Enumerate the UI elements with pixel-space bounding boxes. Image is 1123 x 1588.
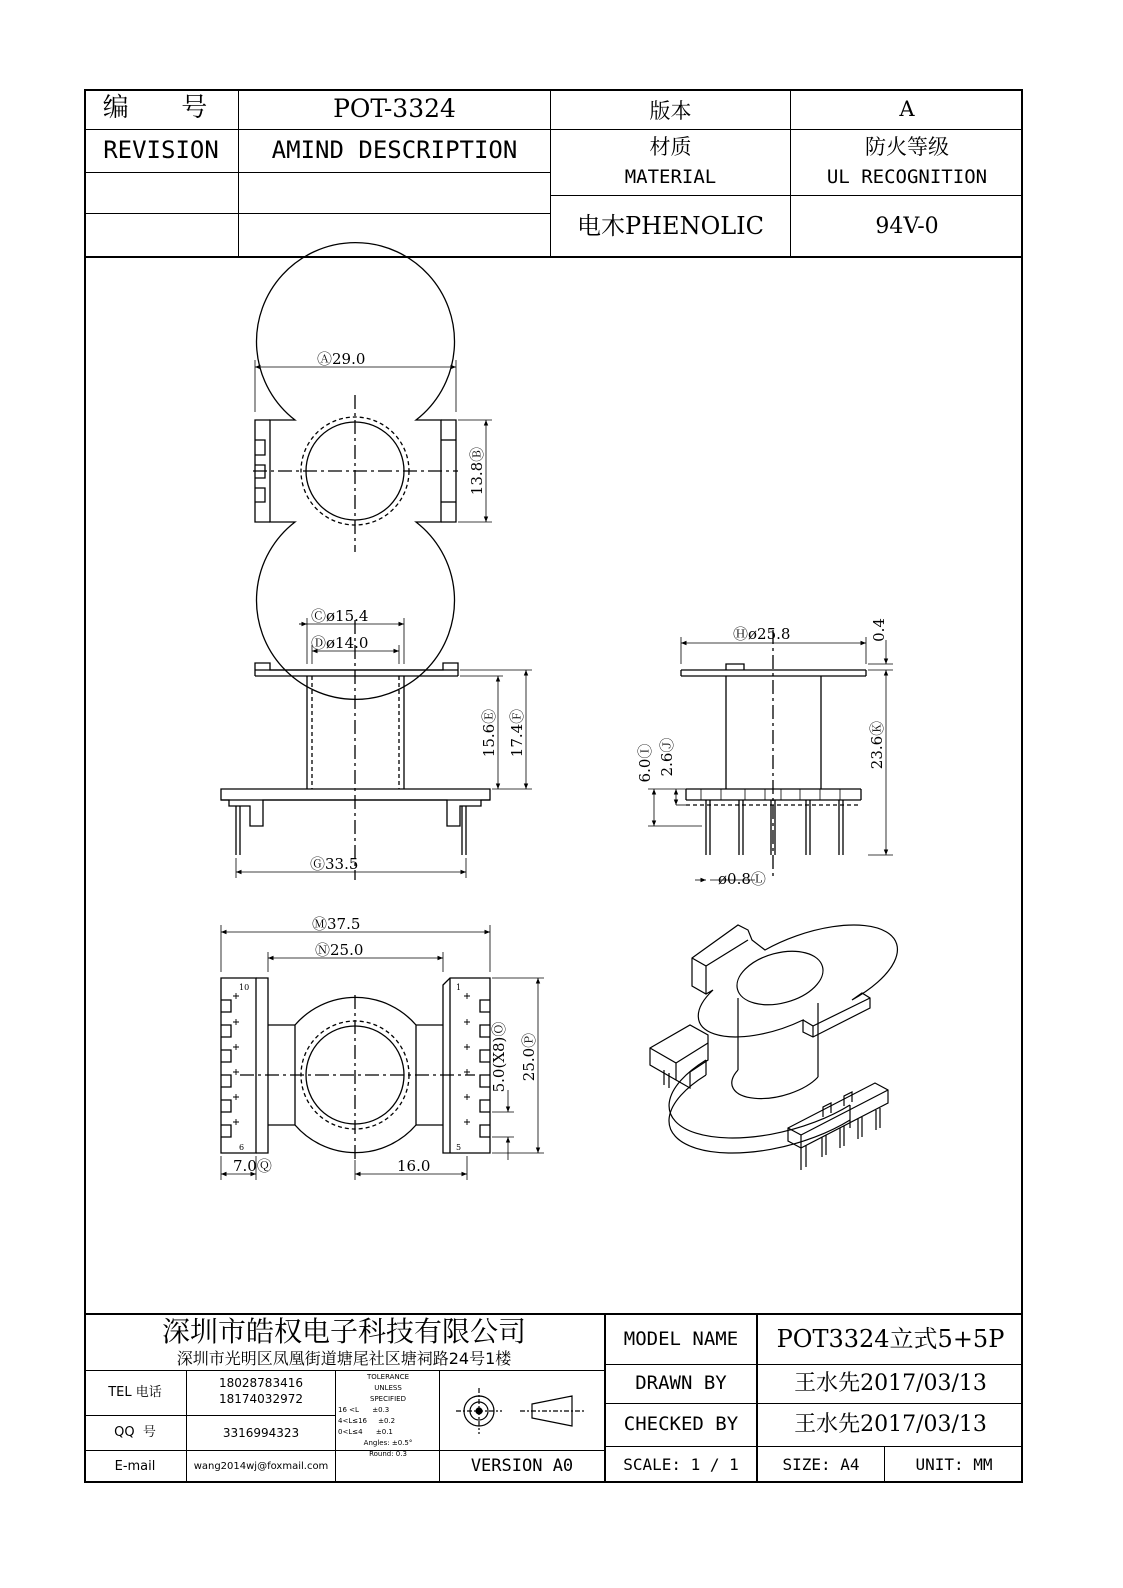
tolerance-notes [338,1372,438,1482]
svg-text:7.0Ⓠ [233,1157,272,1175]
svg-text:6.0Ⓘ [636,744,654,783]
revision-label: REVISION [103,136,219,165]
material-value: 电木PHENOLIC [576,211,765,240]
dim-letter-b: Ⓑ [468,446,486,462]
pin-number-10: 10 [239,983,250,992]
dim-letter-m: Ⓜ [312,915,328,933]
dim-letter-q: Ⓠ [256,1157,272,1175]
tolerance-specified: SPECIFIED [370,1395,406,1403]
scale-label: SCALE: 1 / 1 [623,1454,739,1474]
dim-j-value: 2.6 [658,752,676,777]
dim-a-value: 29.0 [332,350,366,368]
dim-letter-n: Ⓝ [315,941,331,959]
tolerance-range-2: 4<L≤16 ±0.2 [338,1417,396,1425]
svg-text:Ⓝ25.0 [315,941,363,959]
svg-text:23.6Ⓚ [868,721,886,769]
svg-text:Ⓓø14.0 [311,634,368,652]
size-label: SIZE: A4 [782,1454,860,1474]
dim-letter-h: Ⓗ [733,625,749,643]
dim-letter-o: Ⓞ [490,1021,508,1037]
amind-description-label: AMIND DESCRIPTION [271,136,518,165]
tolerance-range-3: 0<L≤4 ±0.1 [338,1428,393,1436]
dim-c-value: ø15.4 [326,607,369,625]
tolerance-range-1: 16 <L ±0.3 [338,1406,390,1414]
material-label-en: MATERIAL [624,166,717,189]
tel-label: TEL 电话 [108,1385,162,1401]
pin-number-1: 1 [456,983,462,992]
svg-text:13.8Ⓑ [468,447,486,495]
tolerance-round: Round: 0.3 [369,1450,407,1458]
unit-label: UNIT: MM [915,1454,993,1474]
email-value: wang2014wj@foxmail.com [193,1460,329,1472]
dim-letter-i: Ⓘ [636,743,654,759]
dim-g-value: 33.5 [325,855,359,873]
drawn-by-label: DRAWN BY [635,1372,727,1395]
svg-text:ø0.8Ⓛ [718,870,766,888]
dim-i-value: 6.0 [636,758,654,783]
number-label: 编 号 [102,93,220,124]
tolerance-unless: UNLESS [374,1384,402,1392]
dim-letter-g: Ⓖ [310,855,326,873]
dim-e-value: 15.6 [480,723,498,758]
title-block-footer [84,1313,1023,1483]
bottom-view [221,978,490,1160]
svg-text:5.0(X8)Ⓞ [490,1022,508,1093]
dim-letter-f: Ⓕ [508,708,526,724]
svg-text:25.0Ⓟ [520,1033,538,1081]
svg-text:Ⓖ33.5 [310,855,358,873]
company-name: 深圳市皓权电子科技有限公司 [161,1315,526,1349]
svg-text:Ⓜ37.5 [312,915,360,933]
dim-k-value: 23.6 [868,735,886,770]
projection-symbol [442,1373,602,1449]
tolerance-title: TOLERANCE [366,1373,410,1381]
qq-label: QQ 号 [114,1425,156,1441]
model-name-value: POT3324立式5+5P [776,1324,1005,1353]
dim-letter-j: Ⓙ [658,737,676,753]
part-number: POT-3324 [333,93,456,123]
front-view [221,620,490,880]
svg-text:2.6Ⓙ [658,738,676,777]
dim-d-value: ø14.0 [326,634,369,652]
dim-q-value: 7.0 [233,1157,257,1175]
drawn-by-value: 王水先2017/03/13 [794,1371,987,1397]
pin-number-5: 5 [456,1143,462,1152]
checked-by-value: 王水先2017/03/13 [794,1412,987,1438]
material-label-cn: 材质 [649,134,692,159]
tel-number-1: 18028783416 [219,1375,303,1390]
dim-o-value: 5.0(X8) [490,1036,508,1093]
fire-rating-label-cn: 防火等级 [865,134,949,159]
svg-text:Ⓐ29.0 [317,350,365,368]
dim-letter-k: Ⓚ [868,720,886,736]
version-label: 版本 [649,98,692,123]
isometric-view[interactable] [650,925,897,1170]
dim-b-value: 13.8 [468,461,486,496]
svg-text:Ⓗø25.8 [733,625,790,643]
side-view [681,630,866,880]
model-name-label: MODEL NAME [623,1327,739,1350]
email-label: E-mail [114,1459,156,1475]
dim-h-value: ø25.8 [748,625,791,643]
fire-rating-label-en: UL RECOGNITION [826,166,988,189]
pin-number-6: 6 [239,1143,245,1152]
dim-m-value: 37.5 [327,915,361,933]
dim-f-value: 17.4 [508,723,526,758]
dim-letter-l: Ⓛ [750,870,766,888]
svg-text:15.6Ⓔ [480,709,498,757]
dim-letter-c: Ⓒ [311,607,327,625]
dim-n-value: 25.0 [330,941,364,959]
company-address: 深圳市光明区凤凰街道塘尾社区塘祠路24号1楼 [176,1348,512,1368]
dim-letter-d: Ⓓ [311,634,327,652]
dim-letter-a: Ⓐ [317,350,333,368]
version-a0: VERSION A0 [470,1456,574,1477]
tolerance-angles: Angles: ±0.5° [363,1439,413,1447]
dim-letter-p: Ⓟ [520,1032,538,1048]
svg-text:Ⓒø15.4 [311,607,368,625]
fire-rating-value: 94V-0 [875,213,939,239]
dim-top-gap-value: 0.4 [870,618,888,642]
dim-l-value: ø0.8 [718,870,751,888]
qq-value: 3316994323 [222,1425,300,1440]
svg-text:17.4Ⓕ [508,709,526,757]
version-value: A [899,96,915,121]
dim-p-value: 25.0 [520,1047,538,1082]
dim-letter-e: Ⓔ [480,708,498,724]
checked-by-label: CHECKED BY [623,1413,739,1436]
tel-number-2: 18174032972 [219,1391,303,1406]
dim-r-value: 16.0 [397,1157,431,1175]
